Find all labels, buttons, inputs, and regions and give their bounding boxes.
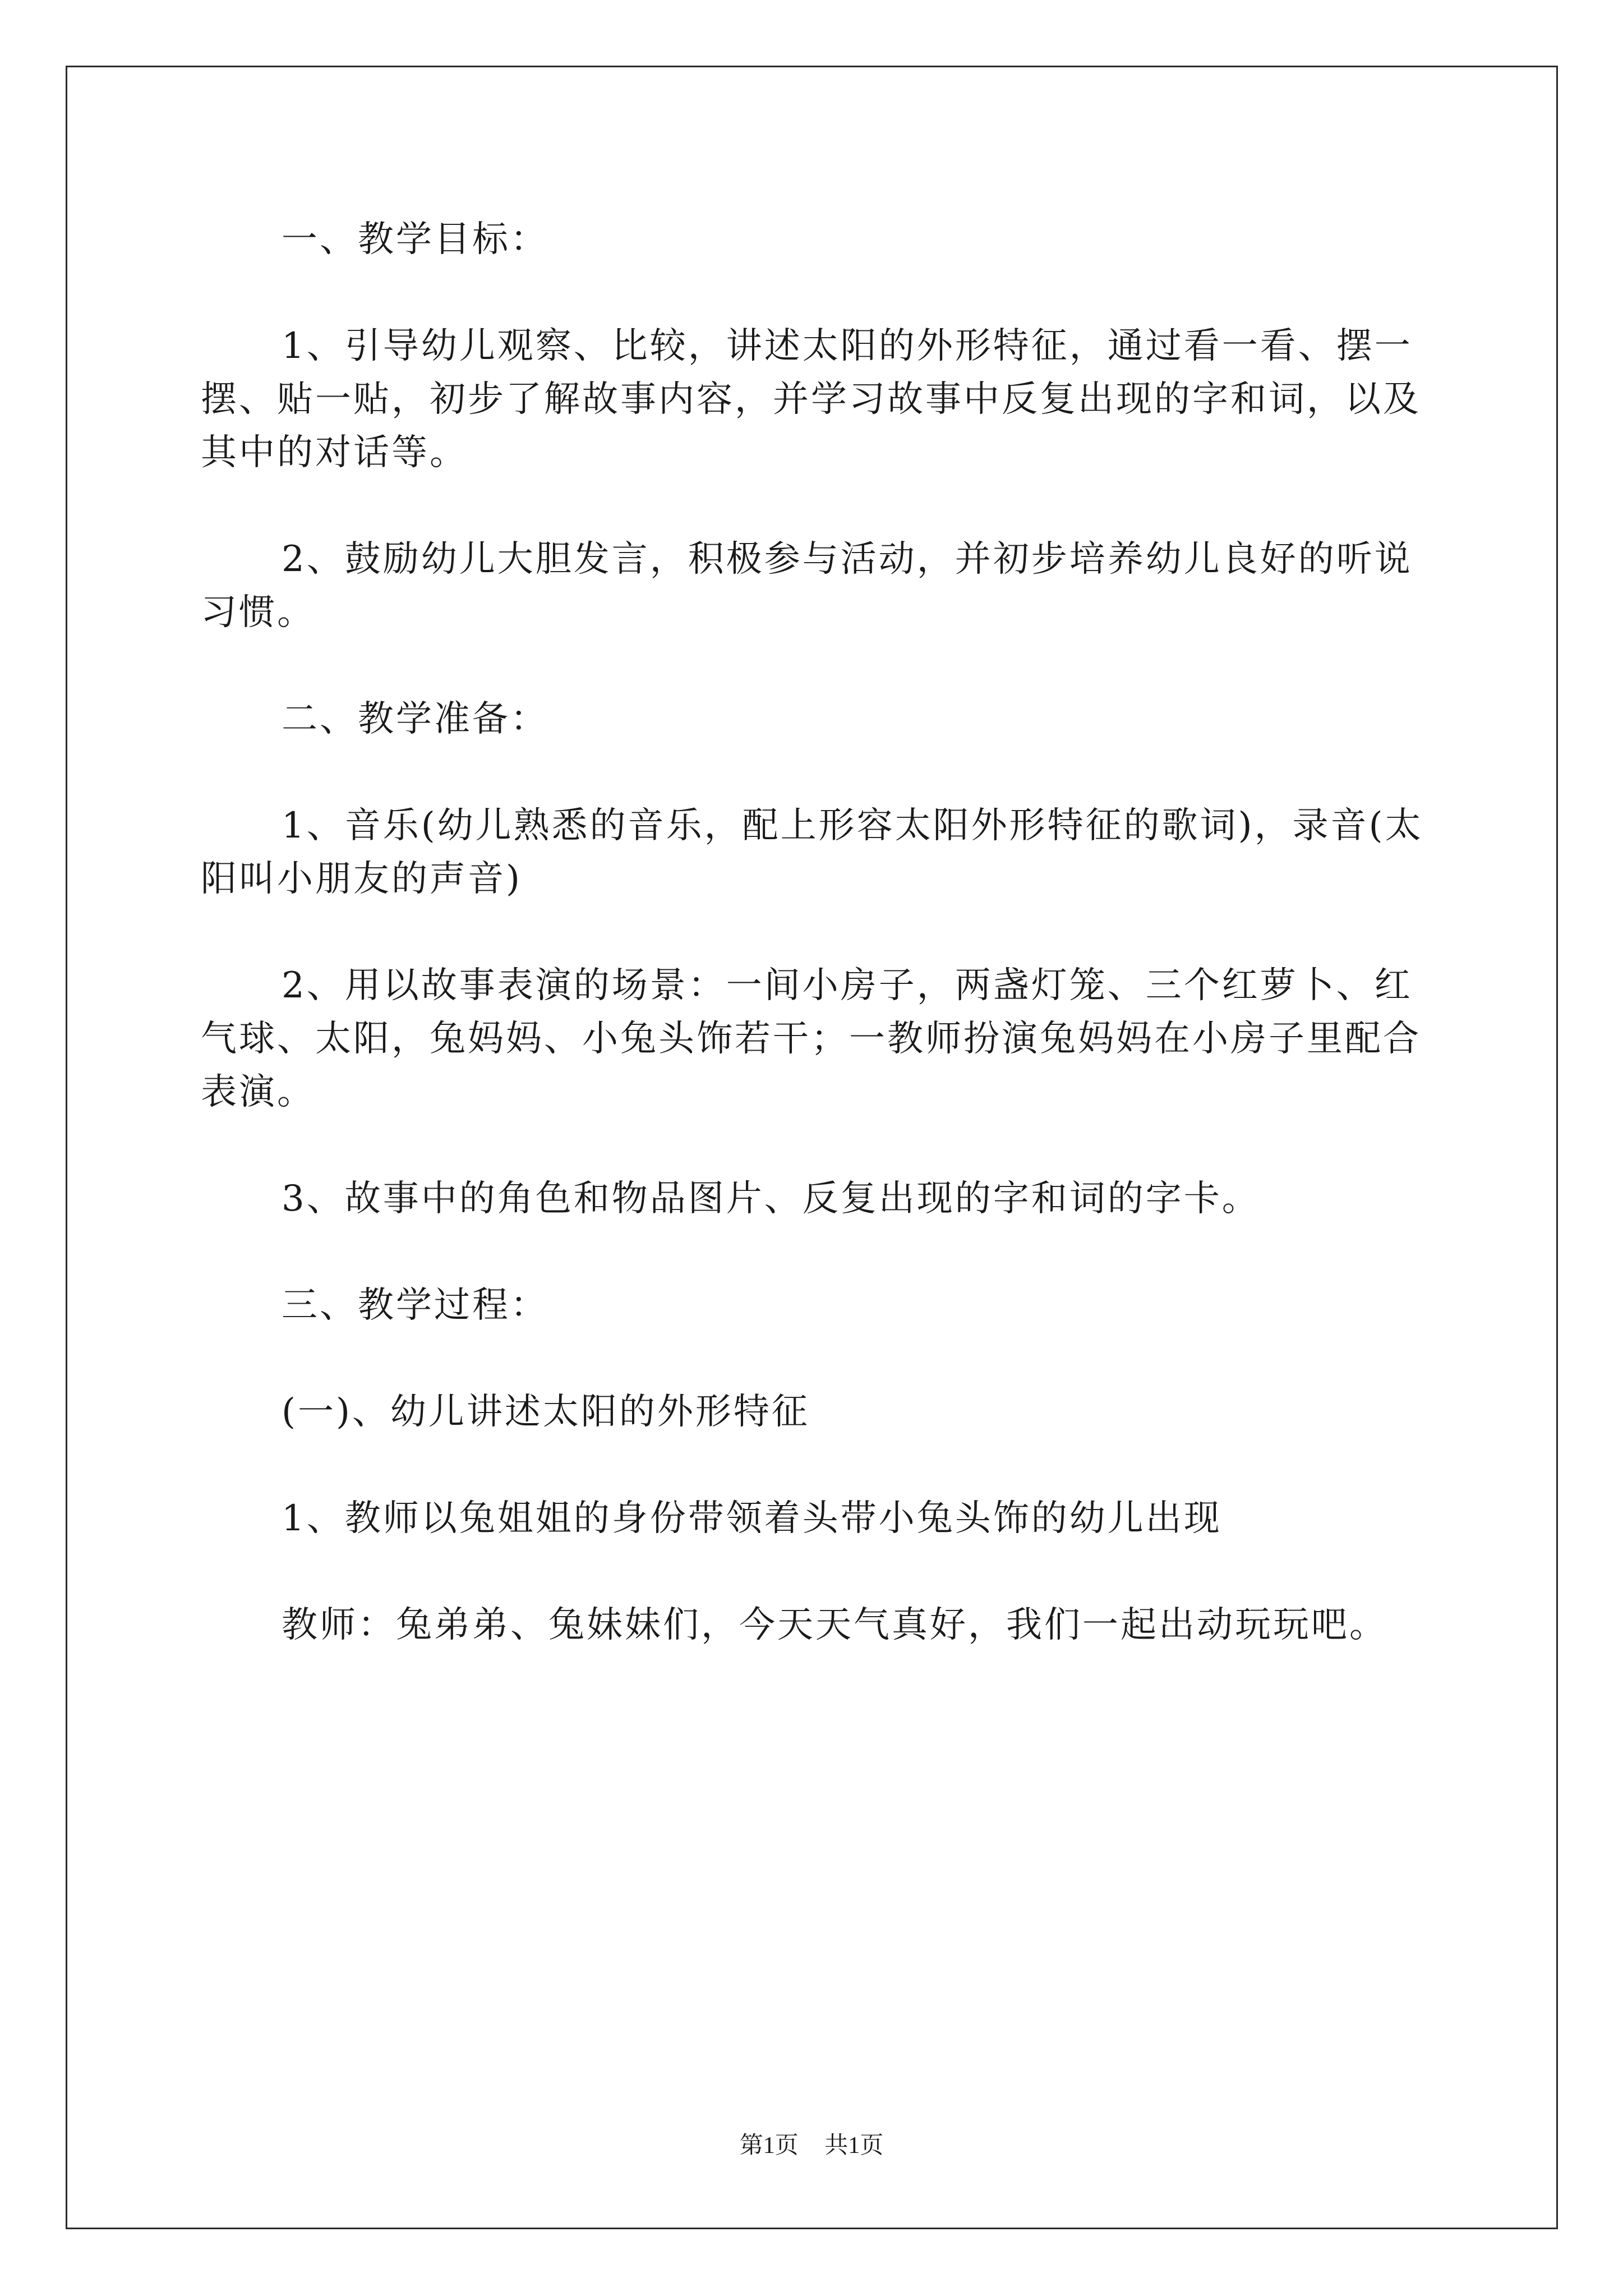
page-number-current: 第1页 <box>739 2133 799 2159</box>
objective-item-2: 2、鼓励幼儿大胆发言，积极参与活动，并初步培养幼儿良好的听说习惯。 <box>201 539 1413 633</box>
objective-item-1: 1、引导幼儿观察、比较，讲述太阳的外形特征，通过看一看、摆一摆、贴一贴，初步了解故事内容，并学习故事中反复出现的字和词，以及其中的对话等。 <box>201 325 1421 473</box>
preparation-item-2: 2、用以故事表演的场景：一间小房子，两盏灯笼、三个红萝卜、红气球、太阳，兔妈妈、小兔头饰若干；一教师扮演兔妈妈在小房子里配合表演。 <box>201 965 1421 1113</box>
section-heading-process: 三、教学过程： <box>282 1285 548 1326</box>
teacher-dialogue: 教师：兔弟弟、兔妹妹们，今天天气真好，我们一起出动玩玩吧。 <box>282 1604 1387 1646</box>
page-footer <box>0 2132 1623 2160</box>
page-number-total: 共1页 <box>824 2133 884 2159</box>
preparation-item-1: 1、音乐(幼儿熟悉的音乐，配上形容太阳外形特征的歌词)，录音(太阳叫小朋友的声音) <box>201 805 1423 900</box>
section-heading-preparation: 二、教学准备： <box>282 698 548 740</box>
process-subheading-1: (一)、幼儿讲述太阳的外形特征 <box>282 1391 810 1433</box>
process-step-1: 1、教师以兔姐姐的身份带领着头带小兔头饰的幼儿出现 <box>282 1498 1222 1539</box>
document-body <box>201 213 1435 1705</box>
preparation-item-3: 3、故事中的角色和物品图片、反复出现的字和词的字卡。 <box>282 1178 1260 1220</box>
section-heading-objectives: 一、教学目标： <box>282 219 548 260</box>
